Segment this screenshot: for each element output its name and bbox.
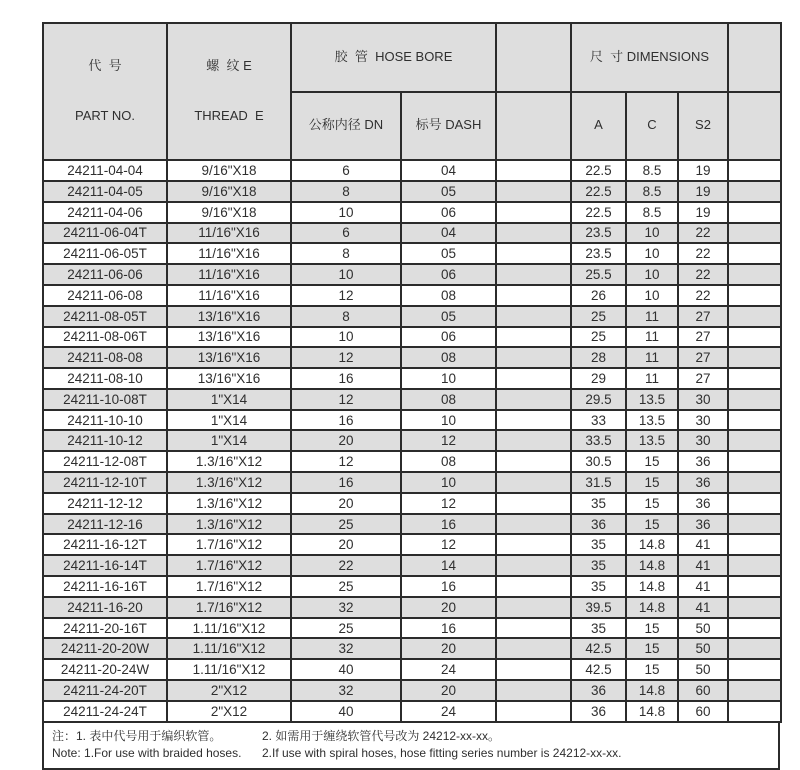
header-dim-a: A xyxy=(571,92,626,161)
cell-thread-e: 11/16"X16 xyxy=(167,243,291,264)
cell-spacer-left xyxy=(496,493,571,514)
cell-bore-dn: 6 xyxy=(291,223,401,244)
cell-part-no: 24211-04-05 xyxy=(43,181,167,202)
cell-dim-a: 28 xyxy=(571,347,626,368)
cell-spacer-left xyxy=(496,368,571,389)
cell-part-no: 24211-04-04 xyxy=(43,160,167,181)
cell-spacer-left xyxy=(496,597,571,618)
table-row xyxy=(43,285,781,306)
cell-dim-s2: 50 xyxy=(678,618,728,639)
cell-thread-e: 1.7/16"X12 xyxy=(167,534,291,555)
cell-part-no: 24211-16-14T xyxy=(43,555,167,576)
cell-dim-a: 33.5 xyxy=(571,430,626,451)
cell-spacer-left xyxy=(496,285,571,306)
cell-thread-e: 9/16"X18 xyxy=(167,202,291,223)
cell-spacer-left xyxy=(496,514,571,535)
cell-spacer-left xyxy=(496,701,571,722)
cell-spacer-right xyxy=(728,659,781,680)
cell-part-no: 24211-24-20T xyxy=(43,680,167,701)
cell-bore-dn: 6 xyxy=(291,160,401,181)
cell-thread-e: 2"X12 xyxy=(167,701,291,722)
cell-dim-s2: 41 xyxy=(678,576,728,597)
header-thread-e xyxy=(167,23,291,160)
cell-bore-dash: 24 xyxy=(401,701,496,722)
cell-thread-e: 1.3/16"X12 xyxy=(167,493,291,514)
cell-dim-s2: 27 xyxy=(678,368,728,389)
table-row xyxy=(43,264,781,285)
cell-spacer-right xyxy=(728,618,781,639)
cell-bore-dash: 04 xyxy=(401,160,496,181)
cell-spacer-right xyxy=(728,285,781,306)
cell-spacer-left xyxy=(496,202,571,223)
cell-bore-dn: 16 xyxy=(291,368,401,389)
cell-thread-e: 11/16"X16 xyxy=(167,223,291,244)
cell-thread-e: 11/16"X16 xyxy=(167,285,291,306)
cell-dim-s2: 50 xyxy=(678,659,728,680)
cell-thread-e: 1.7/16"X12 xyxy=(167,576,291,597)
cell-dim-c: 11 xyxy=(626,306,678,327)
header-dim-c: C xyxy=(626,92,678,161)
cell-thread-e: 13/16"X16 xyxy=(167,306,291,327)
cell-spacer-right xyxy=(728,493,781,514)
cell-bore-dash: 08 xyxy=(401,285,496,306)
table-body xyxy=(43,160,781,722)
cell-dim-a: 35 xyxy=(571,555,626,576)
header-group-row xyxy=(43,23,781,92)
hose-fitting-spec-table xyxy=(42,22,782,723)
cell-bore-dn: 25 xyxy=(291,618,401,639)
cell-dim-a: 25.5 xyxy=(571,264,626,285)
table-row xyxy=(43,410,781,431)
cell-dim-a: 35 xyxy=(571,493,626,514)
cell-dim-s2: 27 xyxy=(678,327,728,348)
cell-dim-s2: 36 xyxy=(678,514,728,535)
cell-spacer-right xyxy=(728,430,781,451)
cell-spacer-left xyxy=(496,347,571,368)
cell-dim-c: 8.5 xyxy=(626,202,678,223)
cell-thread-e: 1.7/16"X12 xyxy=(167,555,291,576)
cell-bore-dash: 06 xyxy=(401,202,496,223)
cell-dim-s2: 41 xyxy=(678,555,728,576)
cell-dim-c: 14.8 xyxy=(626,576,678,597)
cell-bore-dash: 05 xyxy=(401,181,496,202)
cell-bore-dn: 20 xyxy=(291,534,401,555)
cell-thread-e: 11/16"X16 xyxy=(167,264,291,285)
cell-part-no: 24211-06-06 xyxy=(43,264,167,285)
cell-bore-dn: 25 xyxy=(291,514,401,535)
cell-dim-c: 14.8 xyxy=(626,680,678,701)
cell-bore-dn: 40 xyxy=(291,659,401,680)
cell-part-no: 24211-10-10 xyxy=(43,410,167,431)
cell-thread-e: 1.11/16"X12 xyxy=(167,638,291,659)
cell-part-no: 24211-10-08T xyxy=(43,389,167,410)
header-thread-en: THREAD E xyxy=(194,108,264,124)
table-row xyxy=(43,223,781,244)
cell-bore-dash: 08 xyxy=(401,347,496,368)
cell-dim-a: 22.5 xyxy=(571,160,626,181)
cell-dim-s2: 22 xyxy=(678,285,728,306)
cell-part-no: 24211-08-10 xyxy=(43,368,167,389)
cell-bore-dn: 12 xyxy=(291,285,401,306)
cell-spacer-right xyxy=(728,555,781,576)
cell-bore-dn: 8 xyxy=(291,243,401,264)
cell-part-no: 24211-06-05T xyxy=(43,243,167,264)
cell-bore-dn: 12 xyxy=(291,451,401,472)
cell-thread-e: 1"X14 xyxy=(167,430,291,451)
cell-dim-s2: 30 xyxy=(678,389,728,410)
cell-dim-s2: 30 xyxy=(678,430,728,451)
header-spacer-sub-left xyxy=(496,92,571,161)
header-dash: 标号 DASH xyxy=(401,92,496,161)
cell-spacer-left xyxy=(496,160,571,181)
cell-dim-a: 35 xyxy=(571,534,626,555)
cell-dim-a: 23.5 xyxy=(571,223,626,244)
header-part-no-en: PART NO. xyxy=(75,108,135,124)
cell-dim-s2: 36 xyxy=(678,493,728,514)
cell-spacer-right xyxy=(728,597,781,618)
cell-bore-dash: 06 xyxy=(401,327,496,348)
cell-bore-dash: 14 xyxy=(401,555,496,576)
cell-dim-c: 14.8 xyxy=(626,555,678,576)
cell-spacer-right xyxy=(728,410,781,431)
cell-spacer-right xyxy=(728,451,781,472)
spec-sheet-page xyxy=(42,22,780,770)
cell-spacer-left xyxy=(496,430,571,451)
cell-dim-a: 22.5 xyxy=(571,202,626,223)
table-row xyxy=(43,576,781,597)
cell-spacer-left xyxy=(496,410,571,431)
note-line-zh xyxy=(52,728,770,745)
cell-bore-dn: 8 xyxy=(291,181,401,202)
cell-dim-a: 35 xyxy=(571,576,626,597)
header-part-no xyxy=(43,23,167,160)
table-row xyxy=(43,430,781,451)
cell-bore-dash: 16 xyxy=(401,576,496,597)
note-en-part1: Note: 1.For use with braided hoses. xyxy=(52,746,242,761)
cell-bore-dn: 40 xyxy=(291,701,401,722)
cell-spacer-left xyxy=(496,576,571,597)
cell-thread-e: 13/16"X16 xyxy=(167,347,291,368)
cell-spacer-left xyxy=(496,555,571,576)
cell-spacer-right xyxy=(728,160,781,181)
cell-part-no: 24211-20-16T xyxy=(43,618,167,639)
cell-bore-dash: 20 xyxy=(401,597,496,618)
cell-part-no: 24211-12-16 xyxy=(43,514,167,535)
cell-dim-s2: 60 xyxy=(678,701,728,722)
cell-part-no: 24211-16-20 xyxy=(43,597,167,618)
cell-bore-dn: 20 xyxy=(291,430,401,451)
cell-dim-c: 8.5 xyxy=(626,160,678,181)
cell-thread-e: 1.7/16"X12 xyxy=(167,597,291,618)
table-row xyxy=(43,493,781,514)
cell-bore-dash: 08 xyxy=(401,451,496,472)
table-row xyxy=(43,638,781,659)
cell-dim-a: 36 xyxy=(571,701,626,722)
cell-spacer-right xyxy=(728,223,781,244)
cell-spacer-left xyxy=(496,618,571,639)
cell-spacer-left xyxy=(496,680,571,701)
cell-bore-dn: 12 xyxy=(291,347,401,368)
cell-dim-a: 30.5 xyxy=(571,451,626,472)
cell-spacer-right xyxy=(728,202,781,223)
cell-thread-e: 1.3/16"X12 xyxy=(167,472,291,493)
cell-bore-dn: 32 xyxy=(291,638,401,659)
cell-bore-dash: 12 xyxy=(401,493,496,514)
table-row xyxy=(43,368,781,389)
cell-spacer-right xyxy=(728,472,781,493)
table-row xyxy=(43,680,781,701)
cell-spacer-right xyxy=(728,534,781,555)
cell-bore-dn: 8 xyxy=(291,306,401,327)
cell-dim-s2: 41 xyxy=(678,597,728,618)
cell-spacer-left xyxy=(496,264,571,285)
cell-part-no: 24211-06-08 xyxy=(43,285,167,306)
cell-part-no: 24211-12-08T xyxy=(43,451,167,472)
cell-dim-c: 13.5 xyxy=(626,430,678,451)
table-header xyxy=(43,23,781,160)
cell-bore-dash: 20 xyxy=(401,638,496,659)
cell-thread-e: 1.11/16"X12 xyxy=(167,659,291,680)
table-row xyxy=(43,701,781,722)
table-row xyxy=(43,347,781,368)
cell-dim-c: 11 xyxy=(626,327,678,348)
cell-bore-dash: 24 xyxy=(401,659,496,680)
header-dim-s2: S2 xyxy=(678,92,728,161)
cell-part-no: 24211-16-12T xyxy=(43,534,167,555)
table-row xyxy=(43,160,781,181)
cell-bore-dash: 04 xyxy=(401,223,496,244)
cell-dim-a: 31.5 xyxy=(571,472,626,493)
cell-bore-dn: 10 xyxy=(291,264,401,285)
header-spacer-sub-right xyxy=(728,92,781,161)
cell-spacer-right xyxy=(728,680,781,701)
cell-spacer-right xyxy=(728,576,781,597)
cell-bore-dash: 10 xyxy=(401,410,496,431)
cell-part-no: 24211-12-12 xyxy=(43,493,167,514)
cell-thread-e: 1.11/16"X12 xyxy=(167,618,291,639)
table-row xyxy=(43,306,781,327)
cell-dim-c: 15 xyxy=(626,514,678,535)
cell-thread-e: 1.3/16"X12 xyxy=(167,451,291,472)
cell-dim-c: 10 xyxy=(626,264,678,285)
cell-bore-dn: 22 xyxy=(291,555,401,576)
cell-thread-e: 2"X12 xyxy=(167,680,291,701)
cell-thread-e: 1"X14 xyxy=(167,410,291,431)
cell-thread-e: 1.3/16"X12 xyxy=(167,514,291,535)
cell-spacer-right xyxy=(728,306,781,327)
cell-part-no: 24211-06-04T xyxy=(43,223,167,244)
cell-dim-c: 15 xyxy=(626,659,678,680)
cell-dim-a: 42.5 xyxy=(571,638,626,659)
cell-dim-s2: 22 xyxy=(678,223,728,244)
header-thread-zh: 螺 纹 E xyxy=(206,57,252,73)
cell-spacer-left xyxy=(496,223,571,244)
table-row xyxy=(43,389,781,410)
table-row xyxy=(43,202,781,223)
cell-bore-dash: 08 xyxy=(401,389,496,410)
table-row xyxy=(43,327,781,348)
cell-part-no: 24211-20-20W xyxy=(43,638,167,659)
table-row xyxy=(43,534,781,555)
cell-dim-c: 15 xyxy=(626,493,678,514)
table-row xyxy=(43,451,781,472)
cell-dim-c: 15 xyxy=(626,472,678,493)
cell-spacer-left xyxy=(496,472,571,493)
cell-spacer-left xyxy=(496,534,571,555)
cell-spacer-left xyxy=(496,181,571,202)
cell-dim-a: 26 xyxy=(571,285,626,306)
cell-bore-dash: 16 xyxy=(401,514,496,535)
cell-bore-dash: 20 xyxy=(401,680,496,701)
cell-part-no: 24211-08-08 xyxy=(43,347,167,368)
table-row xyxy=(43,597,781,618)
cell-bore-dash: 06 xyxy=(401,264,496,285)
cell-dim-s2: 50 xyxy=(678,638,728,659)
cell-dim-c: 10 xyxy=(626,243,678,264)
cell-part-no: 24211-16-16T xyxy=(43,576,167,597)
cell-part-no: 24211-24-24T xyxy=(43,701,167,722)
table-row xyxy=(43,618,781,639)
cell-spacer-right xyxy=(728,243,781,264)
cell-spacer-right xyxy=(728,264,781,285)
cell-dim-a: 29 xyxy=(571,368,626,389)
cell-spacer-left xyxy=(496,243,571,264)
cell-bore-dash: 05 xyxy=(401,306,496,327)
cell-dim-c: 13.5 xyxy=(626,389,678,410)
table-row xyxy=(43,659,781,680)
cell-dim-a: 42.5 xyxy=(571,659,626,680)
cell-dim-c: 10 xyxy=(626,223,678,244)
cell-dim-s2: 22 xyxy=(678,243,728,264)
cell-dim-a: 33 xyxy=(571,410,626,431)
cell-dim-a: 36 xyxy=(571,514,626,535)
cell-bore-dn: 32 xyxy=(291,597,401,618)
cell-bore-dash: 12 xyxy=(401,534,496,555)
cell-spacer-left xyxy=(496,327,571,348)
cell-spacer-left xyxy=(496,638,571,659)
note-zh-part1: 注：1. 表中代号用于编织软管。 xyxy=(52,728,222,743)
cell-spacer-right xyxy=(728,514,781,535)
cell-thread-e: 1"X14 xyxy=(167,389,291,410)
cell-bore-dn: 12 xyxy=(291,389,401,410)
header-hose-bore-group: 胶 管 HOSE BORE xyxy=(291,23,496,92)
note-en-part2: 2.If use with spiral hoses, hose fitting series number is 24212-xx-xx. xyxy=(262,746,622,761)
cell-part-no: 24211-20-24W xyxy=(43,659,167,680)
cell-part-no: 24211-12-10T xyxy=(43,472,167,493)
cell-dim-a: 25 xyxy=(571,327,626,348)
cell-spacer-right xyxy=(728,389,781,410)
cell-bore-dn: 16 xyxy=(291,410,401,431)
cell-part-no: 24211-04-06 xyxy=(43,202,167,223)
notes-box xyxy=(42,723,780,770)
cell-bore-dash: 12 xyxy=(401,430,496,451)
note-zh-part2: 2. 如需用于缠绕软管代号改为 24212-xx-xx。 xyxy=(262,728,501,743)
cell-thread-e: 9/16"X18 xyxy=(167,181,291,202)
cell-dim-a: 29.5 xyxy=(571,389,626,410)
table-row xyxy=(43,181,781,202)
cell-bore-dash: 05 xyxy=(401,243,496,264)
cell-spacer-left xyxy=(496,306,571,327)
cell-dim-c: 14.8 xyxy=(626,534,678,555)
cell-thread-e: 9/16"X18 xyxy=(167,160,291,181)
cell-dim-a: 25 xyxy=(571,306,626,327)
cell-part-no: 24211-08-06T xyxy=(43,327,167,348)
cell-spacer-right xyxy=(728,347,781,368)
cell-dim-c: 14.8 xyxy=(626,701,678,722)
cell-dim-s2: 27 xyxy=(678,306,728,327)
header-part-no-zh: 代 号 xyxy=(88,57,122,73)
cell-dim-s2: 41 xyxy=(678,534,728,555)
cell-bore-dn: 32 xyxy=(291,680,401,701)
cell-spacer-right xyxy=(728,327,781,348)
header-dimensions-group: 尺 寸 DIMENSIONS xyxy=(571,23,728,92)
cell-bore-dn: 20 xyxy=(291,493,401,514)
cell-spacer-right xyxy=(728,638,781,659)
cell-bore-dn: 10 xyxy=(291,202,401,223)
cell-spacer-right xyxy=(728,181,781,202)
cell-dim-s2: 36 xyxy=(678,451,728,472)
cell-spacer-left xyxy=(496,389,571,410)
cell-dim-c: 14.8 xyxy=(626,597,678,618)
cell-spacer-left xyxy=(496,659,571,680)
note-line-en xyxy=(52,745,770,762)
cell-dim-a: 23.5 xyxy=(571,243,626,264)
cell-dim-c: 10 xyxy=(626,285,678,306)
header-dn: 公称内径 DN xyxy=(291,92,401,161)
header-spacer-top-left xyxy=(496,23,571,92)
cell-dim-a: 39.5 xyxy=(571,597,626,618)
cell-dim-a: 35 xyxy=(571,618,626,639)
cell-dim-s2: 19 xyxy=(678,181,728,202)
cell-dim-c: 8.5 xyxy=(626,181,678,202)
cell-dim-c: 15 xyxy=(626,638,678,659)
cell-part-no: 24211-10-12 xyxy=(43,430,167,451)
cell-bore-dash: 10 xyxy=(401,472,496,493)
table-row xyxy=(43,555,781,576)
cell-dim-s2: 27 xyxy=(678,347,728,368)
cell-part-no: 24211-08-05T xyxy=(43,306,167,327)
header-spacer-top-right xyxy=(728,23,781,92)
cell-thread-e: 13/16"X16 xyxy=(167,327,291,348)
cell-dim-s2: 36 xyxy=(678,472,728,493)
cell-bore-dash: 10 xyxy=(401,368,496,389)
cell-dim-c: 15 xyxy=(626,451,678,472)
cell-dim-s2: 19 xyxy=(678,160,728,181)
cell-bore-dn: 16 xyxy=(291,472,401,493)
cell-dim-a: 22.5 xyxy=(571,181,626,202)
cell-bore-dash: 16 xyxy=(401,618,496,639)
table-row xyxy=(43,243,781,264)
cell-spacer-right xyxy=(728,368,781,389)
table-row xyxy=(43,514,781,535)
cell-dim-c: 11 xyxy=(626,368,678,389)
cell-spacer-right xyxy=(728,701,781,722)
cell-dim-c: 13.5 xyxy=(626,410,678,431)
cell-bore-dn: 25 xyxy=(291,576,401,597)
cell-dim-s2: 30 xyxy=(678,410,728,431)
cell-dim-s2: 60 xyxy=(678,680,728,701)
cell-dim-s2: 22 xyxy=(678,264,728,285)
cell-dim-a: 36 xyxy=(571,680,626,701)
cell-dim-c: 11 xyxy=(626,347,678,368)
cell-dim-c: 15 xyxy=(626,618,678,639)
cell-dim-s2: 19 xyxy=(678,202,728,223)
cell-thread-e: 13/16"X16 xyxy=(167,368,291,389)
table-row xyxy=(43,472,781,493)
cell-spacer-left xyxy=(496,451,571,472)
cell-bore-dn: 10 xyxy=(291,327,401,348)
